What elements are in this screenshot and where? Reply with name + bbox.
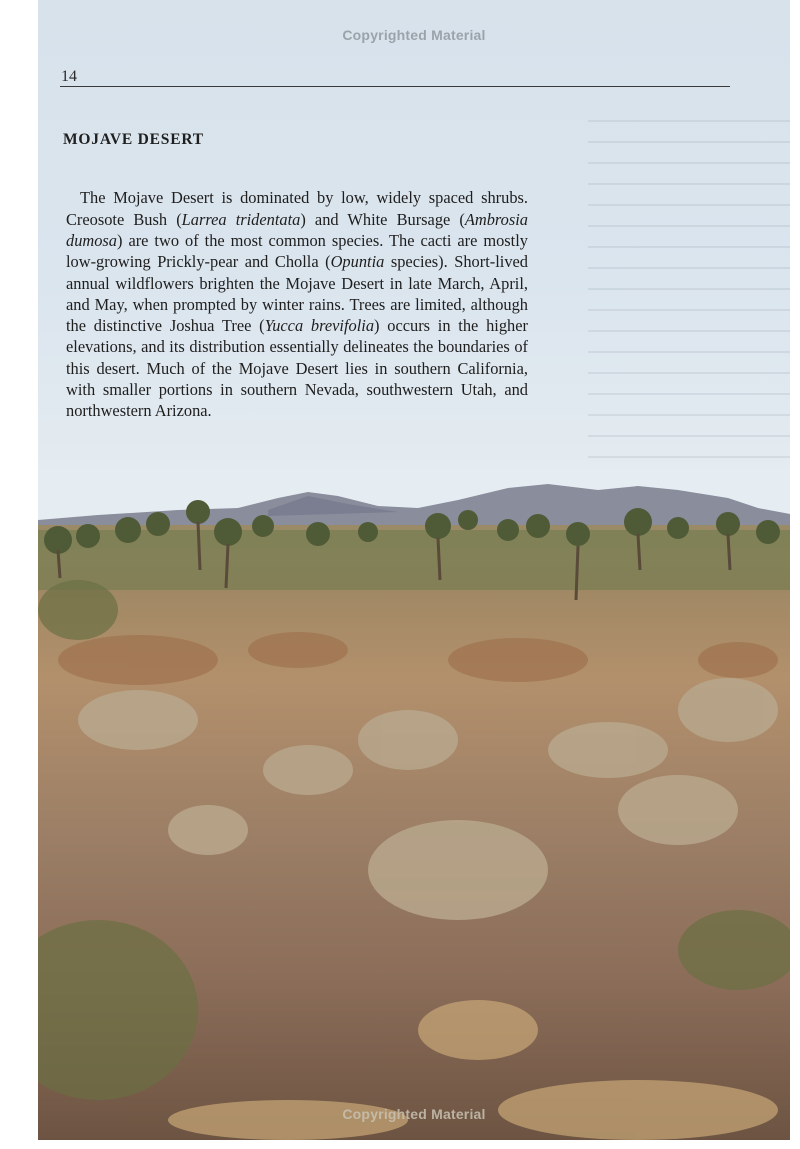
body-text-run: ) are two of the most common species. The cacti are mostly low-growing Prickly-pear and Cholla ( bbox=[66, 230, 528, 272]
body-paragraph bbox=[66, 187, 528, 421]
page-number: 14 bbox=[61, 68, 77, 85]
species-name: Larrea tridentata bbox=[181, 209, 301, 229]
body-text-run: The Mojave Desert is dominated by low, widely spaced shrubs. Creosote Bush ( bbox=[66, 188, 528, 229]
section-heading: MOJAVE DESERT bbox=[63, 131, 204, 148]
bleed-through-text bbox=[588, 120, 790, 500]
book-page bbox=[38, 0, 790, 1140]
body-text-run: ) occurs in the higher elevations, and its distribution essentially delineates the boundaries of this desert. Much of the Mojave Desert lies in southern California, with smaller portions in southern Nevada, southwestern Utah, and northwestern Arizona. bbox=[66, 316, 528, 421]
species-name: Yucca brevifolia bbox=[264, 316, 375, 336]
species-name: Ambrosia dumosa bbox=[66, 209, 528, 250]
body-text-run: ) and White Bursage ( bbox=[300, 209, 465, 229]
watermark-top: Copyrighted Material bbox=[342, 27, 486, 43]
body-text-run: species). Short-lived annual wildflowers brighten the Mojave Desert in late March, April, and May, when prompted by winter rains. Trees are limited, although the distinctive Joshua Tree ( bbox=[66, 252, 528, 336]
desert-photo bbox=[38, 470, 790, 1140]
species-name: Opuntia bbox=[330, 252, 385, 272]
watermark-bottom: Copyrighted Material bbox=[342, 1106, 486, 1122]
header-rule bbox=[60, 86, 730, 87]
